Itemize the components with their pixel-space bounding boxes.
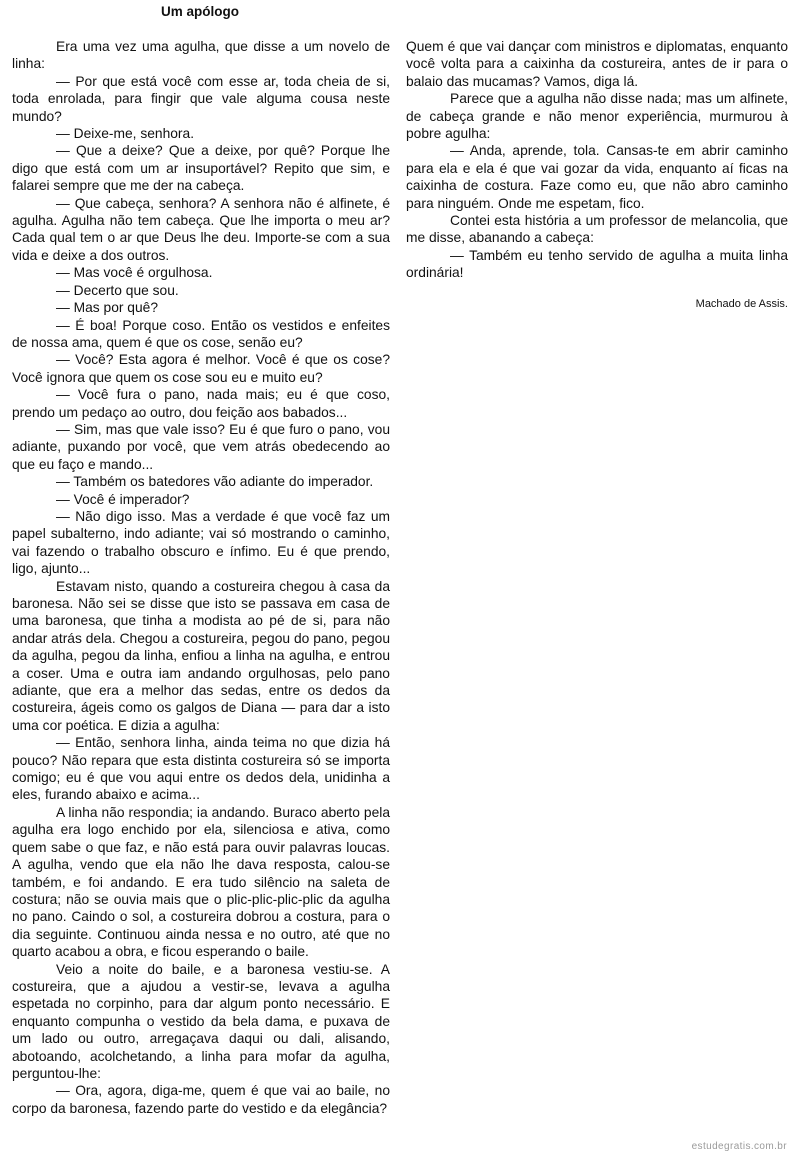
paragraph: Quem é que vai dançar com ministros e diplomatas, enquanto você volta para a caixinha da costureira, antes de ir para o balaio das mucamas? Vamos, diga lá. xyxy=(406,39,788,89)
paragraph: — Você? Esta agora é melhor. Você é que os cose? Você ignora que quem os cose sou eu e muito eu? xyxy=(12,352,390,385)
paragraph: Contei esta história a um professor de melancolia, que me disse, abanando a cabeça: xyxy=(406,213,788,246)
paragraph: — Que a deixe? Que a deixe, por quê? Porque lhe digo que está com um ar insuportável? Repito que sim, e falarei sempre que me der na cabeça. xyxy=(12,143,390,194)
paragraph: Veio a noite do baile, e a baronesa vestiu-se. A costureira, que a ajudou a vestir-se, levava a agulha espetada no corpinho, para dar algum ponto necessário. E enquanto compunha o vestido da bela dama, e puxava de um lado ou outro, arregaçava daqui ou dali, alisando, abotoando, acolchetando, a linha para mofar da agulha, perguntou-lhe: xyxy=(12,961,390,1081)
author-signature: Machado de Assis. xyxy=(695,297,788,310)
paragraph: — Ora, agora, diga-me, quem é que vai ao baile, no corpo da baronesa, fazendo parte do vestido e da elegância? xyxy=(12,1083,390,1116)
paragraph: — Que cabeça, senhora? A senhora não é alfinete, é agulha. Agulha não tem cabeça. Que lhe importa o meu ar? Cada qual tem o ar que Deus lhe deu. Importe-se com a sua vida e deixe a dos outros. xyxy=(12,195,390,263)
left-column xyxy=(12,38,390,1117)
paragraph: — Então, senhora linha, ainda teima no que dizia há pouco? Não repara que esta distinta costureira só se importa comigo; eu é que vou aqui entre os dedos dela, unidinha a eles, furando abaixo e acima... xyxy=(12,735,390,803)
paragraph: — Não digo isso. Mas a verdade é que você faz um papel subalterno, indo adiante; vai só mostrando o caminho, vai fazendo o trabalho obscuro e ínfimo. Eu é que prendo, ligo, ajunto... xyxy=(12,508,390,577)
paragraph: — Sim, mas que vale isso? Eu é que furo o pano, vou adiante, puxando por você, que vem atrás obedecendo ao que eu faço e mando... xyxy=(12,421,390,472)
paragraph: Parece que a agulha não disse nada; mas um alfinete, de cabeça grande e não menor experiência, murmurou à pobre agulha: xyxy=(406,91,788,142)
paragraph: Estavam nisto, quando a costureira chegou à casa da baronesa. Não sei se disse que isto se passava em casa de uma baronesa, que tinha a modista ao pé de si, para não andar atrás dela. Chegou a costureira, pegou do pano, pegou da agulha, pegou da linha, enfiou a linha na agulha, e entrou a coser. Uma e outra iam andando orgulhosas, pelo pano adiante, que era a melhor das sedas, entre os dedos da costureira, ágeis como os galgos de Diana — para dar a isto uma cor poética. E dizia a agulha: xyxy=(12,578,390,733)
paragraph: — Mas você é orgulhosa. xyxy=(56,265,213,281)
paragraph: — Você fura o pano, nada mais; eu é que coso, prendo um pedaço ao outro, dou feição aos babados... xyxy=(12,387,390,420)
paragraph: — Mas por quê? xyxy=(56,300,158,316)
paragraph: — Decerto que sou. xyxy=(56,282,179,298)
paragraph: A linha não respondia; ia andando. Buraco aberto pela agulha era logo enchido por ela, silenciosa e ativa, como quem sabe o que faz, e não está para ouvir palavras loucas. A agulha, vendo que ela não lhe dava resposta, calou-se também, e foi andando. E era tudo silêncio na saleta de costura; não se ouvia mais que o plic-plic-plic-plic da agulha no pano. Caindo o sol, a costureira dobrou a costura, para o dia seguinte. Continuou ainda nessa e no outro, até que no quarto acabou a obra, e ficou esperando o baile. xyxy=(12,804,390,960)
paragraph: — Deixe-me, senhora. xyxy=(56,126,195,142)
right-column xyxy=(406,38,788,313)
paragraph: — Você é imperador? xyxy=(56,491,190,507)
document-title: Um apólogo xyxy=(161,4,239,19)
paragraph: — Também eu tenho servido de agulha a muita linha ordinária! xyxy=(406,247,788,281)
site-watermark: estudegratis.com.br xyxy=(691,1141,787,1152)
paragraph: — Também os batedores vão adiante do imperador. xyxy=(56,474,374,490)
paragraph: — Anda, aprende, tola. Cansas-te em abrir caminho para ela e ela é que vai gozar da vida, enquanto aí ficas na caixinha de costura. Faze como eu, que não abro caminho para ninguém. Onde me espetam, fico. xyxy=(406,143,788,211)
paragraph: Era uma vez uma agulha, que disse a um novelo de linha: xyxy=(12,39,390,72)
paragraph: — É boa! Porque coso. Então os vestidos e enfeites de nossa ama, quem é que os cose, senão eu? xyxy=(12,317,390,350)
paragraph: — Por que está você com esse ar, toda cheia de si, toda enrolada, para fingir que vale alguma cousa neste mundo? xyxy=(12,73,390,124)
